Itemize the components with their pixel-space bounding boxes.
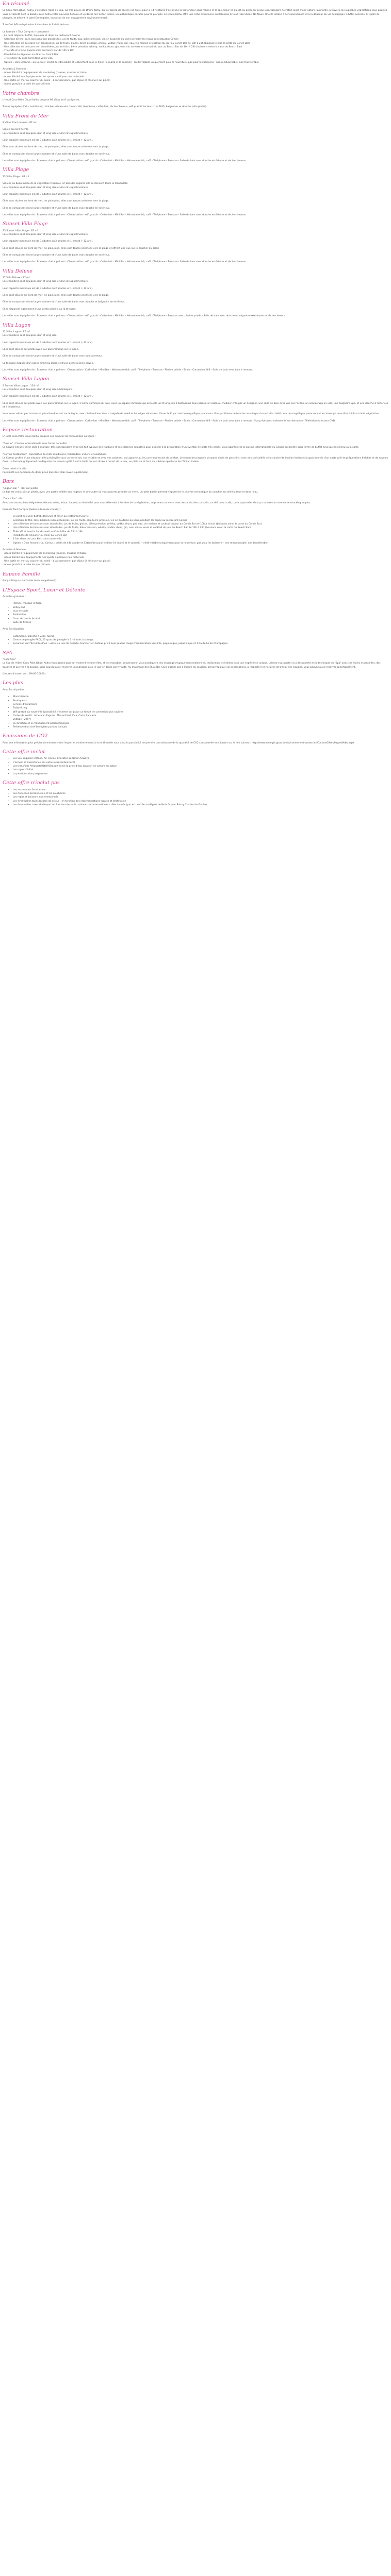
list-item: • Salle de fitness — [13, 621, 388, 624]
list-item: • Cartes de crédit : American Express, MasterCard, Visa, Carte Bancaire — [13, 714, 388, 718]
text-block — [3, 121, 388, 125]
text-block — [3, 467, 388, 475]
text-block — [3, 688, 388, 692]
text-line: Les chambres sont équipées d'un lit king size et d'un lit supplémentaire. — [3, 132, 89, 135]
text-line: La terrasse dispose d'un accès direct au lagon et d'une petite piscine privée. — [3, 362, 94, 365]
text-line: - Accès illimité aux équipements des sports nautiques non motorisés — [3, 556, 85, 559]
text-block — [3, 260, 388, 264]
text-block — [3, 419, 388, 423]
text-line: Le bar est construit sur pilotis, avec une partie dédiée aux nageurs et une autre où vous pourrez prendre un verre. Un petit bassin permet d'apprécier le charme romantique du coucher du soleil à deux et dans l'eau. — [3, 490, 258, 494]
text-line: Elles disposent également d'une petite piscine sur la terrasse. — [3, 308, 77, 311]
section-title: Espace restauration — [3, 427, 53, 433]
text-line: Le Cowrie est une vaste salle à manger, très spectaculaire avec son toit typique des Maldives et ses colonnes sculptées pour assister à la préparation d'un éventail de plats très variés. Vous apprécierez la cuisine internationale du Cowrie présentée sous forme de buffet ainsi que les menus à la carte. — [3, 446, 360, 449]
text-line: Baby sitting sur demande (avec supplément). — [3, 580, 57, 583]
section — [3, 376, 388, 423]
text-block — [3, 672, 388, 676]
section-title: Villa Lagon — [3, 322, 31, 328]
text-line: Activités & Services : — [3, 549, 28, 552]
text-line: - Possibilité de déjeuner ou dîner au Conch Bar — [3, 53, 58, 56]
text-line: (Heures d'ouverture : 09h00-20h00) — [3, 673, 46, 676]
section — [3, 733, 388, 745]
text-line: Activités & Services : — [3, 67, 28, 71]
section — [3, 650, 388, 676]
text-line: - Une sortie en mer au coucher du soleil - 1 par personne, par séjour (à réserver sur place) — [3, 79, 110, 82]
section-title: Bars — [3, 479, 14, 485]
section-title: Villa Front de Mer — [3, 113, 48, 119]
list-item: • Le petit déjeuner buffet, déjeuner et dîner au restaurant Cowrie — [13, 515, 388, 518]
text-block — [3, 159, 388, 163]
text-block — [3, 182, 388, 190]
list-item: • Les transferts Aéroport/Hôtel/Aéroport selon la prise d'eau location de voiture en option — [13, 765, 388, 768]
section — [3, 91, 388, 109]
bullet-list — [3, 635, 388, 646]
text-block — [3, 348, 388, 351]
text-line: Les villas sont équipées de : Brasseur d'air 4 palmes - Climatisation - Coffre-fort - Mini Bar - Nécessaire thé, café - Téléphone - Terrasse - Piscine privée - Salon - Connexion Wifi - Salle de bain avec bain à remous. — [3, 368, 253, 371]
text-line: Le Coco Palm Dhuni Kolhu, c'est dans l'atoll de Baa, sur l'île privée de Dhuni Kolhu, qui se tapera de plus le nid duirei pour si 14 hectares d'île privée la profondeur sous-marine et la splendeur ce qui dit où gérer en la plus spectaculaire de l'atoll. Doté d'une nature luxuriante, à travers ses superbes végétations vous pourrez vivre à volonté l'été la balade avec Kolhu votre nouvelle histoire et un décor de l'océan Indien, un authentique paradis pour la plongée. Le Dhuni Kolhu offre une riche expérience au Robinson Crusoé : No Shoes, No News. Une île dédiée à l'environnement et à la douceur de vie écologique. L'hôtel possède 27 spots de plongée, et détient le label Greenglobe, en raison de son engagement environnemental. — [3, 9, 387, 20]
section — [3, 680, 388, 729]
text-block — [3, 314, 388, 318]
section-title: Espace Famille — [3, 571, 40, 577]
text-line: "Cornus Restaurant" - Spécialités de mets maldiviens, thaïlandais, indiens et asiatiques. — [3, 453, 107, 456]
list-item: • Thé/café et snacks l'après-midi au Conch Bar de 15h à 18h — [13, 530, 388, 534]
list-item: • Une sélection de boissons non alcoolisées, jus de fruits, bière pression, whisky, vodka, rhum, gin, eau, vin au verre et cocktail du jour au Beach Bar de 10h à 23h (boissons selon la carte du Beach Bar) — [13, 526, 388, 530]
text-line: Elles se composent d'une large chambre et d'une salle de bains avec douche et baignoire en extérieur. — [3, 301, 125, 304]
text-line: Situées au beau milieu de la végétation tropicale, à l'abri des regards elle se donnent toute la tranquillité — [3, 182, 128, 185]
list-item: • Palmes, masque et tuba — [13, 602, 388, 605]
list-item: • Centre de plongée PADI, 27 spots de plongée à 5 minutes à la nage. — [13, 638, 388, 642]
list-item: • Les repas d'hôtel — [13, 768, 388, 772]
list-item: • Court de tennis éclairé — [13, 617, 388, 621]
section — [3, 221, 388, 264]
text-line: Les chambres sont équipées d'un lit king size et d'un lit supplémentaire. — [3, 186, 89, 189]
text-line: Avec Participation : — [3, 628, 26, 631]
text-line: - Accès gratuit à la salle de sport/fitness — [3, 83, 51, 86]
text-block — [3, 23, 388, 27]
list-item: • Les éventuelles taxes d'aéroport en fonction des vols nationaux et internationaux sélectionnés (par ex : entrée au départ de Paris Orly et Roissy Charles de Gaulle) — [13, 803, 388, 807]
text-line: Les chambres sont équipées d'un lit king size et d'un lit supplémentaire. — [3, 233, 89, 236]
text-line: Diner privé à la villa — [3, 467, 27, 470]
list-item: • Volley ball — [13, 606, 388, 609]
section — [3, 780, 388, 807]
list-item: • Présence d'un chef biologiste parlant français — [13, 725, 388, 729]
section-title: Villa Deluxe — [3, 268, 32, 274]
list-item: • Excursion sur l'île Embudhoo : visite sur une île déserte, transfert en bateau privé avec plaque rouge d'embarcation vers l'île, pique-nique, pique-nique et 1 bouteille de champagne. — [13, 642, 388, 646]
text-block — [3, 330, 388, 338]
text-line: "Coco Spa" — [3, 658, 16, 662]
text-block — [3, 67, 388, 87]
text-block — [3, 207, 388, 210]
list-item: • L'accueil et l'assistance par notre représentant local — [13, 761, 388, 765]
text-line: 27 Villa Deluxe - 87 m² — [3, 277, 30, 280]
section — [3, 113, 388, 163]
text-line: "Conch Bar" - Bar — [3, 498, 24, 501]
text-line: Les chambres sont équipées d'un lit king size à baldaquins. — [3, 388, 73, 392]
text-block — [3, 145, 388, 149]
list-item: • Les assurances facultatives — [13, 788, 388, 792]
text-line: - Une sortie en mer au coucher du soleil - 1 par personne, par séjour (à réserver sur place) — [3, 560, 110, 563]
list-item: • Jeux de table — [13, 609, 388, 613]
text-line: - 1 fois diner du coco Kerd dans votre villa — [3, 57, 53, 60]
text-block — [3, 595, 388, 599]
text-block — [3, 175, 388, 179]
section-title: Les plus — [3, 680, 23, 686]
text-block — [3, 294, 388, 297]
text-line: "Cowrie" - Cuisine internationale sous forme de buffet — [3, 442, 67, 445]
list-item: • Une sélection de boissons non alcoolisées, jus de fruits, glaces, bière pression, whisky, vodka, rhum, gin, eau, vin maison et cocktail du jour au Conch Bar de 10h à minuit (boissons selon la carte du Conch Bar) — [13, 522, 388, 526]
text-block — [3, 579, 388, 583]
text-line: L'Hôtel Coco Palm Dhuni Kolhu propose ses espaces de restauration suivants : — [3, 435, 96, 438]
text-block — [3, 395, 388, 398]
list-item: • Badminton — [13, 613, 388, 617]
text-line: Formule Tout Compris (Selon la formule choisie) : — [3, 509, 61, 511]
text-block — [3, 548, 388, 567]
text-line: Les villas sont équipées de : Brasseur d'air 4 palmes - Climatisation - wifi gratuit - Coffre-fort - Mini Bar - Nécessaire thé, café - Téléphone - Terrasse - Salle de bain avec douche extérieure et sèche-cheveux. — [3, 261, 247, 264]
text-block — [3, 412, 388, 416]
text-line: - Option « Dine Around » au Cornus : crédit de 44$ adulte et 33$/enfant pour le dîner (le mardi et le samedi) - crédit valable uniquement pour le nourriture, pas pour les boissons - non remboursable, non transférable — [3, 61, 259, 64]
text-block — [3, 9, 388, 20]
section — [3, 1, 388, 87]
text-line: Elles sont situées en front de mer, de plain-pied, elles sont toutes orientées vers la plage. — [3, 200, 109, 203]
text-block — [3, 30, 388, 64]
text-block — [3, 105, 388, 109]
list-item: • Blanchisserie — [13, 695, 388, 699]
text-line: Elles se composent d'une large chambre et d'une salle de bains avec douche en extérieur. — [3, 207, 110, 210]
list-item: • Les éventuelles taxes locales de séjour - en fonction des réglementations locales et destination — [13, 800, 388, 803]
text-block — [3, 128, 388, 135]
text-block — [3, 341, 388, 345]
bullet-list — [3, 788, 388, 807]
list-item: • Boutique(s) — [13, 699, 388, 703]
text-line: - Sélection de thé, café, boissons non alcoolisées, jus de fruits, eau, bière pression, vin en bouteille au verre pendant les repas au restaurant Cowrie — [3, 38, 179, 41]
section — [3, 587, 388, 646]
text-line: Elles sont situées en front de mer, de plain-pied, elles sont toutes orientées vers la plage. — [3, 294, 109, 297]
text-line: Le formule « Tout Compris » comprend : — [3, 30, 51, 33]
bullet-list — [3, 602, 388, 624]
section-title: Cette offre inclut — [3, 749, 45, 755]
text-line: - Accès illimité aux équipements des sports nautiques non motorisés — [3, 75, 85, 78]
list-item: • Les dépenses personnelles et les pourboires — [13, 792, 388, 795]
text-block — [3, 253, 388, 257]
section-title: Sunset Villa Plage — [3, 221, 48, 227]
list-item: • Possibilité de déjeuner ou dîner au Conch Bar — [13, 534, 388, 537]
section-title: Sunset Villa Lagon — [3, 376, 50, 382]
list-item: • Baby-sitting — [13, 706, 388, 710]
text-line: 8 Villas Front de mer - 87 m² — [3, 122, 37, 125]
text-line: Elles se composent d'une large chambre et d'une salle de bains avec douche en extérieur. — [3, 152, 110, 156]
text-block — [3, 308, 388, 311]
text-line: Avec une atmosphère élégante et décontractée, le bar, l'accès, un lieu idéal pour vous détendre à l'ombre de la végétation, en prenant un verre avec des amis, des cocktails, un thé ou un café, toute la journée. Vous y trouverez un service de snacking en plus. — [3, 501, 311, 504]
text-line: Elles se composent d'une large chambre et d'une salle de bains avec douche en extérieur. — [3, 254, 110, 257]
text-block — [3, 300, 388, 304]
text-line: - Une sélection de boissons non alcoolisées, jus de fruits, glaces, bière pression, whisky, vodka, rhum, gin, eau, vin maison et cocktail du jour au Conch Bar de 10h à 23h (boissons selon la carte du Conch Bar) — [3, 42, 250, 45]
text-line: Les villas sont équipées de : Brasseur d'air 4 palmes - Climatisation - Coffre-fort - Mini Bar - Nécessaire thé, café - Téléphone - Terrasse - Piscine privée - Salon - Connexion Wifi - Salle de bain avec bain à remous - Spa privé avec traitements sur demande - Télévision et lecteur DVD. — [3, 419, 336, 422]
text-line: Elles se composent d'une large chambre et d'une salle de bains avec bain à remous. — [3, 355, 103, 358]
text-block — [3, 276, 388, 284]
text-block — [3, 213, 388, 217]
list-item: • Option « Dine Around » au Cornus : crédit de 44$ adulte et 33$/enfant pour le dîner (le mardi et le samedi) - crédit valable uniquement pour la nourriture, pas pour les boissons - non remboursable, non transférable — [13, 541, 388, 545]
text-block — [3, 152, 388, 156]
text-line: L'Hôtel Coco Palm Dhuni Kolhu propose 98 Villas en 6 catégories. — [3, 98, 80, 101]
text-line: Toutes équipées d'air conditionné, mini-bar, nécessaire thé et café, téléphone, coffre-fort, sèche-cheveux, wifi gratuit, lecteur cd et DVD, baignoires et douche (villa pilotis). — [3, 106, 207, 109]
section-title: Votre chambre — [3, 90, 40, 96]
section-title: Cette offre n'inclut pas — [3, 780, 60, 786]
text-line: Elles sont situées sur pilotis avec vue panoramique sur le lagon. — [3, 348, 79, 351]
text-line: Pour une information plus précise concernant votre impact et conformément à la loi Grenelle vous avez la possibilité de prendre connaissance de la quantité de CO2 consommée en cliquant sur le lien suivant : http://www.ecologie.gouv.fr/-environnement-protection/CarbonOffset/PagesWebb.aspx — [3, 741, 354, 744]
bullet-list — [3, 695, 388, 729]
text-line: Elles sont situées sur pilotis avec vue panoramique sur le lagon. C'est le summum du luxe, avec un espace immense qui accueille un lit king size à baldaquins deux places, un salon au mobilier créé par un designer, une salle de bain avec vue sur l'océan, un service Spa en villa, une baignoire Spa, et une douche à l'intérieur et à l'extérieur. — [3, 402, 388, 409]
list-item: • Catamaran, planche à voile, Kayak — [13, 635, 388, 638]
text-block — [3, 98, 388, 102]
text-block — [3, 508, 388, 512]
text-block — [3, 384, 388, 392]
bullet-list — [3, 515, 388, 545]
section-title: Emissions de CO2 — [3, 733, 48, 739]
text-block — [3, 139, 388, 142]
list-item: • Voltage : 220 V — [13, 718, 388, 721]
section-title: L'Espace Sport, Loisir et Détente — [3, 587, 86, 593]
section — [3, 479, 388, 567]
section — [3, 167, 388, 217]
text-line: Leur capacité maximale est de 3 adultes ou 2 adultes et 1 enfant (- 12 ans). — [3, 193, 93, 196]
list-item: • La direction et le management parlent français — [13, 722, 388, 725]
bullet-list — [3, 757, 388, 776]
text-line: Leur capacité maximale est de 3 adultes ou 2 adultes et 1 enfant (- 12 ans). — [3, 395, 93, 398]
text-line: Leur capacité maximale est de 3 adultes ou 2 adultes et 1 enfant (- 12 ans). — [3, 287, 93, 290]
list-item: • 1 fois diner du coco Kerd dans votre villa — [13, 537, 388, 541]
text-line: Le Spa de l'hôtel Coco Palm Dhuni Kolhu vous attend pour un moment de bien-être, et de relaxation. Le personnel vous prodiguera des massages typiquement maldiviens, thaïlandais, et indiens pour une expérience unique. Laissez-vous porter à la découverte de la technique du "Spa" avec ses huiles essentielles, des baumes et pierres à la bougie. Vous pouvez aussi réserver un massage pour le jour en toute convivialité. Au maximum des 8h à 21h. Sans oublier pas à l'heure du coucher, préservez pour vos réservations, à respecter les horaires de travail des équipes, vous pouvez aussi réserver spécifiquement. — [3, 662, 381, 669]
list-item: • Sélection de thé, café, boissons non alcoolisées, jus de fruits, eau, bière pression, vin en bouteille au verre pendant les repas au restaurant Cowrie — [13, 519, 388, 522]
text-line: 2 Sunset Villas Lagon - 154 m² — [3, 384, 39, 387]
list-item: • Les repas et boissons non mentionnés — [13, 795, 388, 799]
text-line: Les villas sont équipées de : Brasseur d'air 4 palmes - Climatisation - wifi gratuit - Coffre-fort - Mini Bar - Nécessaire thé, café - Téléphone - Terrasse - Salle de bain avec douche extérieure et sèche-cheveux. — [3, 160, 247, 163]
section — [3, 571, 388, 583]
text-line: Leur capacité maximale est de 3 adultes ou 2 adultes et 1 enfant (- 12 ans). — [3, 341, 93, 344]
text-line: - Le petit déjeuner buffet, déjeuner et dîner au restaurant Cowrie — [3, 35, 80, 38]
text-block — [3, 240, 388, 243]
text-line: Située au nord de l'île — [3, 128, 29, 131]
section — [3, 427, 388, 474]
text-block — [3, 497, 388, 505]
text-line: 23 Villas Plage - 87 m² — [3, 175, 29, 178]
text-block — [3, 402, 388, 410]
text-line: Elles sont situées en front de mer, de plain-pied, elles sont toutes orientées vers la plage et offrent une vue sur le coucher du soleil. — [3, 247, 160, 250]
text-block — [3, 741, 388, 745]
text-block — [3, 287, 388, 291]
text-block — [3, 628, 388, 631]
text-block — [3, 442, 388, 450]
section-title: Villa Plage — [3, 167, 29, 173]
page-content — [0, 0, 391, 813]
text-line: - Accès illimité à l'équipement de snorkeling (palmes, masque et tuba) — [3, 72, 87, 75]
text-line: "Lagoon Bar " - Bar sur pilotis — [3, 487, 38, 490]
text-block — [3, 193, 388, 196]
text-block — [3, 435, 388, 438]
section — [3, 323, 388, 372]
section-title: SPA — [3, 650, 12, 656]
text-line: Activités gratuites : — [3, 595, 26, 598]
text-block — [3, 658, 388, 669]
text-line: Elles sont situées en front de mer, de plain-pied, elles sont toutes orientées vers la plage. — [3, 146, 109, 149]
section-title: En résumé — [3, 1, 29, 7]
text-block — [3, 362, 388, 365]
text-line: Possibilité sur demande de dîner privé dans les villas (avec supplément). — [3, 471, 89, 474]
text-block — [3, 229, 388, 237]
text-block — [3, 199, 388, 203]
text-block — [3, 354, 388, 358]
text-line: - Accès gratuit à la salle de sport/fitness — [3, 564, 51, 567]
text-line: Vous serez séduit par la terrasse privative donnant sur le lagon, avec piscine d'eau douce baignée de soleil et les véges séculaires. Vivrez le Kriya n'est le magnifique panorama. Vous profiterez de tous les avantages du seul villa. Idéal pour un magnifique panorama et le calme qui vous êtes à l'écart de la végétation. — [3, 413, 380, 416]
list-item: • La pension selon programme — [13, 772, 388, 776]
section — [3, 268, 388, 318]
text-block — [3, 453, 388, 464]
text-line: Leur capacité maximale est de 3 adultes ou 2 adultes et 1 enfant (- 12 ans). — [3, 240, 93, 243]
text-block — [3, 368, 388, 372]
section — [3, 749, 388, 776]
text-line: Transfert A/R en hydravion inclus dans le forfait de base. — [3, 24, 70, 27]
text-line: 25 Sunset Villas Plage - 87 m² — [3, 229, 38, 232]
text-line: Les chambres sont équipées d'un lit king size et d'un lit supplémentaire. — [3, 280, 89, 283]
text-block — [3, 247, 388, 250]
text-block — [3, 487, 388, 495]
text-line: Avec Participation : — [3, 688, 26, 691]
text-line: Leur capacité maximale est de 3 adultes ou 2 adultes et 1 enfant (- 12 ans). — [3, 139, 93, 142]
text-line: Les villas sont équipées de : Brasseur d'air 4 palmes - Climatisation - wifi gratuit - Coffre-fort - Mini Bar - Nécessaire thé, café - Téléphone - Terrasse avec piscine privée - Salle de bain avec douche et baignoire extérieures et sèche-cheveux. — [3, 315, 287, 318]
text-line: - Accès illimité à l'équipement de snorkeling (palmes, masque et tuba) — [3, 552, 87, 555]
text-line: - Une sélection de boissons non alcoolisées, jus de fruits, bière pression, whisky, vodka, rhum, gin, eau, vin au verre et cocktail du jour au Beach Bar de 10h à 23h (boissons selon la carte du Beach Bar) — [3, 46, 242, 49]
list-item: • Les vols réguliers Alitalia, Air France, Emirates ou Qatar Airways — [13, 757, 388, 760]
text-line: 12 Villas Lagon - 87 m² — [3, 330, 30, 333]
text-line: Les chambres sont équipées d'un lit king size. — [3, 334, 57, 337]
list-item: • Wifi gratuit sur toute l'île (possibilité d'acheter sur place un forfait de connexion plus rapide) — [13, 710, 388, 714]
text-line: Les villas sont équipées de : Brasseur d'air 4 palmes - Climatisation - wifi gratuit - Coffre-fort - Mini Bar - Nécessaire thé, café - Téléphone - Terrasse - Salle de bain avec douche extérieure et sèche-cheveux. — [3, 213, 247, 216]
text-line: Le Cornus profite d'une situation très privilégiée sous un vaste toit, sur le sable et avec des colonnes, qui apporte au lieu une impression de confort. Le restaurant propose un grand choix de plats fins, avec des spécialités de la cuisine de l'océan Indien et la gastronomie d'un vaste grill de préparations fraîches et de saveurs fines. La formule grill permet de déguster du poisson grillé à votre table qui est située à l'écart de la mer, un plein air et face au sublime spectacle de l'Océan Indien. — [3, 456, 388, 464]
list-item: • Service d'excursions — [13, 703, 388, 706]
text-line: - Thé/café et snacks l'après-midi au Conch Bar de 15h à 18h — [3, 49, 74, 53]
